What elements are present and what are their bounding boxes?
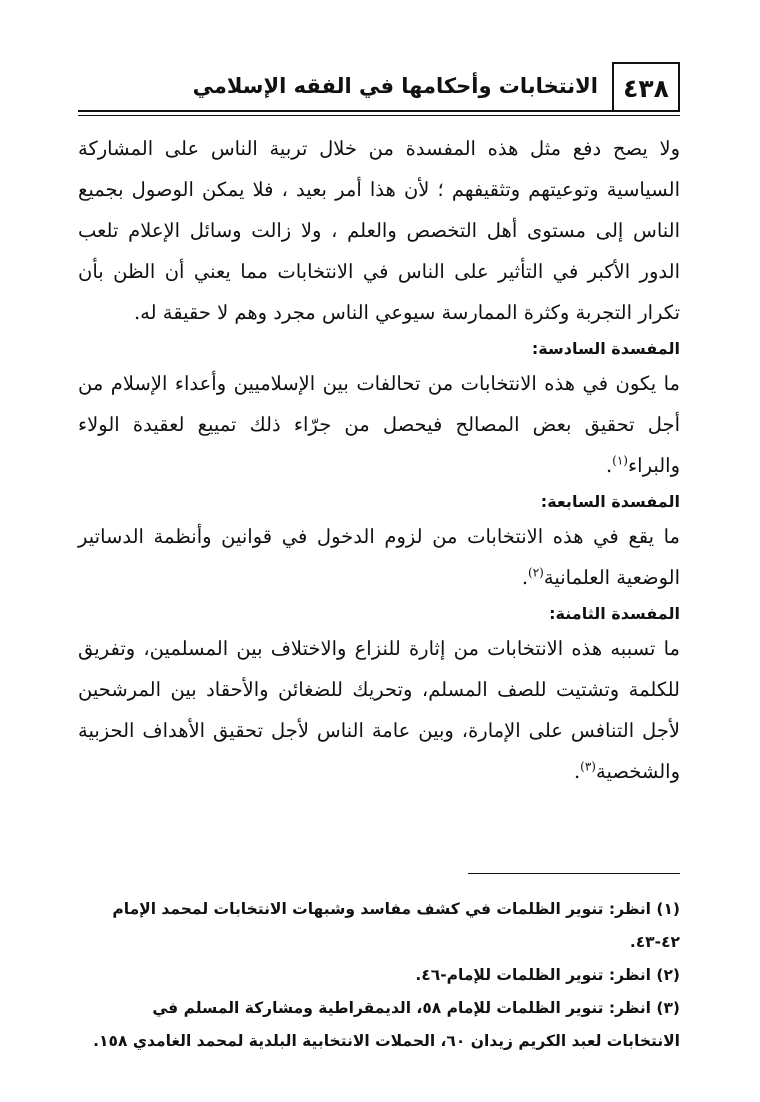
footnote-ref-3[interactable]: (٣) [580, 759, 596, 774]
footnotes [78, 893, 680, 1058]
paragraph-text: ما يقع في هذه الانتخابات من لزوم الدخول في قوانين وأنظمة الدساتير الوضعية العلمانية [78, 525, 680, 589]
period: . [605, 454, 613, 477]
paragraph-text: ولا يصح دفع مثل هذه المفسدة من خلال تربية الناس على المشاركة السياسية وتوعيتهم وتثقيفهم ؛ لأن هذا أمر بعيد ، فلا يمكن الوصول بجميع الناس إلى مستوى أهل التخصص والعلم ، ولا زالت وسائل الإعلام تلعب الدور الأكبر في التأثير على الناس في الانتخابات مما يعني أن الظن بأن تكرار التجربة وكثرة الممارسة سيوعي الناس مجرد وهم لا حقيقة له. [78, 137, 680, 324]
paragraph-text: ما يكون في هذه الانتخابات من تحالفات بين الإسلاميين وأعداء الإسلام من أجل تحقيق بعض المصالح فيحصل من جرّاء ذلك تمييع لعقيدة الولاء والبراء [78, 372, 680, 477]
header-rule [78, 110, 680, 112]
footnote-3: (٣) انظر: تنوير الظلمات للإمام ٥٨، الديمقراطية ومشاركة المسلم في الانتخابات لعبد الكريم زيدان ٦٠، الحملات الانتخابية البلدية لمحمد الغامدي ١٥٨. [93, 999, 680, 1050]
footnote-separator [468, 873, 680, 874]
footnote-ref-1[interactable]: (١) [612, 453, 628, 468]
running-title: الانتخابات وأحكامها في الفقه الإسلامي [192, 74, 598, 98]
period: . [521, 566, 529, 589]
section-heading-sixth: المفسدة السادسة: [531, 339, 680, 358]
page-header [78, 62, 680, 116]
main-text [78, 128, 680, 792]
paragraph-eighth [78, 628, 680, 792]
paragraph-intro [78, 128, 680, 333]
paragraph-seventh [78, 516, 680, 598]
paragraph-text: ما تسببه هذه الانتخابات من إثارة للنزاع والاختلاف بين المسلمين، وتفريق للكلمة وتشتيت للصف المسلم، وتحريك للضغائن والأحقاد بين المرشحين لأجل التنافس على الإمارة، وبين عامة الناس لأجل تحقيق الأهداف الحزبية والشخصية [78, 637, 680, 783]
paragraph-sixth [78, 363, 680, 486]
period: . [573, 760, 581, 783]
section-heading-seventh: المفسدة السابعة: [540, 492, 680, 511]
page-number: ٤٣٨ [612, 62, 680, 112]
section-heading-eighth: المفسدة الثامنة: [549, 604, 680, 623]
footnote-2: (٢) انظر: تنوير الظلمات للإمام-٤٦. [415, 966, 680, 984]
footnote-ref-2[interactable]: (٢) [528, 565, 544, 580]
header-rule-thin [78, 115, 680, 116]
footnote-1: (١) انظر: تنوير الظلمات في كشف مفاسد وشبهات الانتخابات لمحمد الإمام ٤٢-٤٣. [112, 900, 680, 951]
